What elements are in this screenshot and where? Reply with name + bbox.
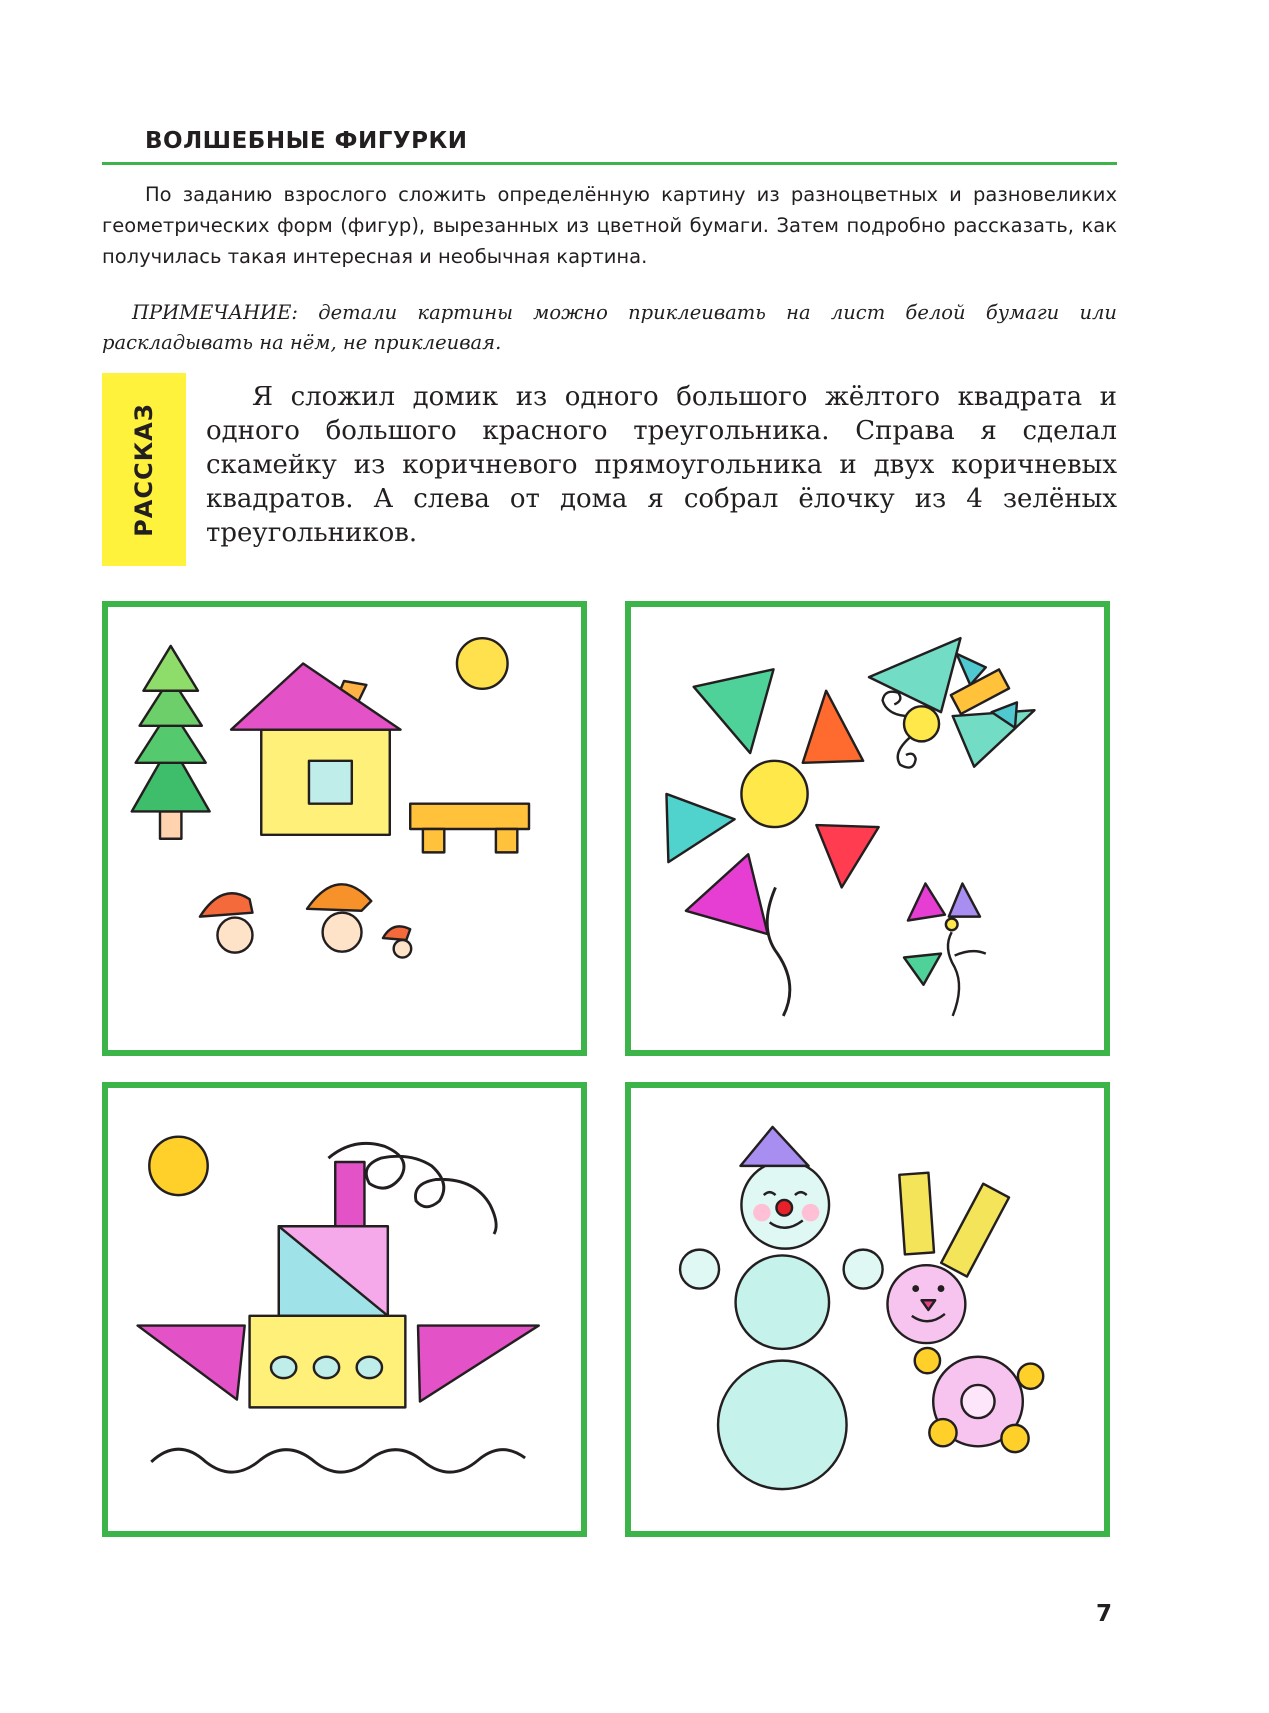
story-text <box>206 380 1117 550</box>
tree-triangle <box>143 646 198 691</box>
flowers-scene-panel <box>625 601 1110 1056</box>
mushroom-stem <box>394 940 412 958</box>
flower-stem <box>948 932 959 1016</box>
mushroom-stem <box>217 918 252 953</box>
house-scene-panel <box>102 601 587 1056</box>
petal-triangle <box>949 884 980 917</box>
butterfly-head <box>904 706 939 741</box>
bunny-paw <box>1018 1364 1043 1389</box>
snowman-middle <box>736 1255 829 1348</box>
petal-triangle <box>816 825 878 887</box>
leaf-stroke <box>955 951 986 955</box>
mushroom-stem <box>323 913 362 952</box>
boat-scene-panel <box>102 1082 587 1537</box>
boat-stern <box>418 1326 539 1402</box>
house-roof <box>231 663 400 729</box>
intro-paragraph: По заданию взрослого сложить определённую картину из разноцветных и разновеликих геометрических форм (фигур), вырезанных из цветной бумаги. Затем подробно рассказать, как получилась такая интересная и необычная картина. <box>102 183 1117 268</box>
bunny-paw <box>915 1348 940 1373</box>
sun-shape <box>149 1137 207 1195</box>
flower-center <box>946 919 958 931</box>
title-rule <box>102 162 1117 165</box>
tree-trunk <box>160 811 181 838</box>
cheek <box>802 1204 820 1222</box>
bench-leg <box>496 829 517 852</box>
bench-leg <box>423 829 444 852</box>
butterfly-body <box>951 669 1009 714</box>
snowman-hat <box>740 1127 808 1166</box>
snowman-nose <box>776 1200 792 1216</box>
petal-triangle <box>686 854 768 934</box>
petal-triangle <box>803 691 863 763</box>
flowers-scene-illustration <box>631 607 1104 1050</box>
boat-scene-illustration <box>108 1088 581 1531</box>
snowman-bottom <box>718 1361 847 1490</box>
eye <box>938 1285 945 1292</box>
petal-triangle <box>904 954 941 985</box>
porthole <box>314 1357 339 1378</box>
flower-stem <box>767 887 790 1016</box>
waves-line <box>151 1449 525 1472</box>
porthole <box>357 1357 382 1378</box>
snowman-bunny-illustration <box>631 1088 1104 1531</box>
antenna-curl <box>883 692 906 716</box>
mushroom-cap <box>200 893 253 916</box>
bench-seat <box>410 804 529 829</box>
story-paragraph: Я сложил домик из одного большого жёлтого квадрата и одного большого красного треугольника. Справа я сделал скамейку из коричневого прямоугольника и двух коричневых квадратов. А слева от дома я собрал ёлочку из 4 зелёных треугольников. <box>206 382 1117 548</box>
snowman-hand <box>680 1250 719 1289</box>
house-window <box>309 761 352 804</box>
antenna-curl <box>898 737 916 767</box>
petal-triangle <box>908 884 945 921</box>
cheek <box>753 1204 771 1222</box>
porthole <box>271 1357 296 1378</box>
bunny-foot <box>929 1419 956 1446</box>
story-tag-label: РАССКАЗ <box>130 402 158 537</box>
bunny-ear <box>899 1173 934 1255</box>
petal-triangle <box>694 669 774 753</box>
eye <box>912 1285 919 1292</box>
snowman-scene-panel <box>625 1082 1110 1537</box>
sun-shape <box>457 638 508 689</box>
boat-funnel <box>335 1162 364 1226</box>
page-title: ВОЛШЕБНЫЕ ФИГУРКИ <box>145 128 468 154</box>
mushroom-cap <box>383 926 410 940</box>
snowman-hand <box>844 1250 883 1289</box>
intro-text <box>102 179 1117 272</box>
note-text <box>102 298 1117 358</box>
boat-bow <box>138 1326 245 1400</box>
wing-triangle <box>953 710 1035 766</box>
bunny-ear <box>941 1184 1009 1277</box>
house-scene-illustration <box>108 607 581 1050</box>
flower-center <box>741 761 807 827</box>
note-paragraph: ПРИМЕЧАНИЕ: детали картины можно приклеивать на лист белой бумаги или раскладывать на нём, не приклеивая. <box>102 301 1117 354</box>
mushroom-cap <box>307 884 371 910</box>
bunny-belly <box>961 1385 994 1418</box>
story-tag <box>102 373 186 566</box>
petal-triangle <box>666 794 734 862</box>
bunny-foot <box>1001 1425 1028 1452</box>
page-number: 7 <box>1096 1601 1113 1627</box>
